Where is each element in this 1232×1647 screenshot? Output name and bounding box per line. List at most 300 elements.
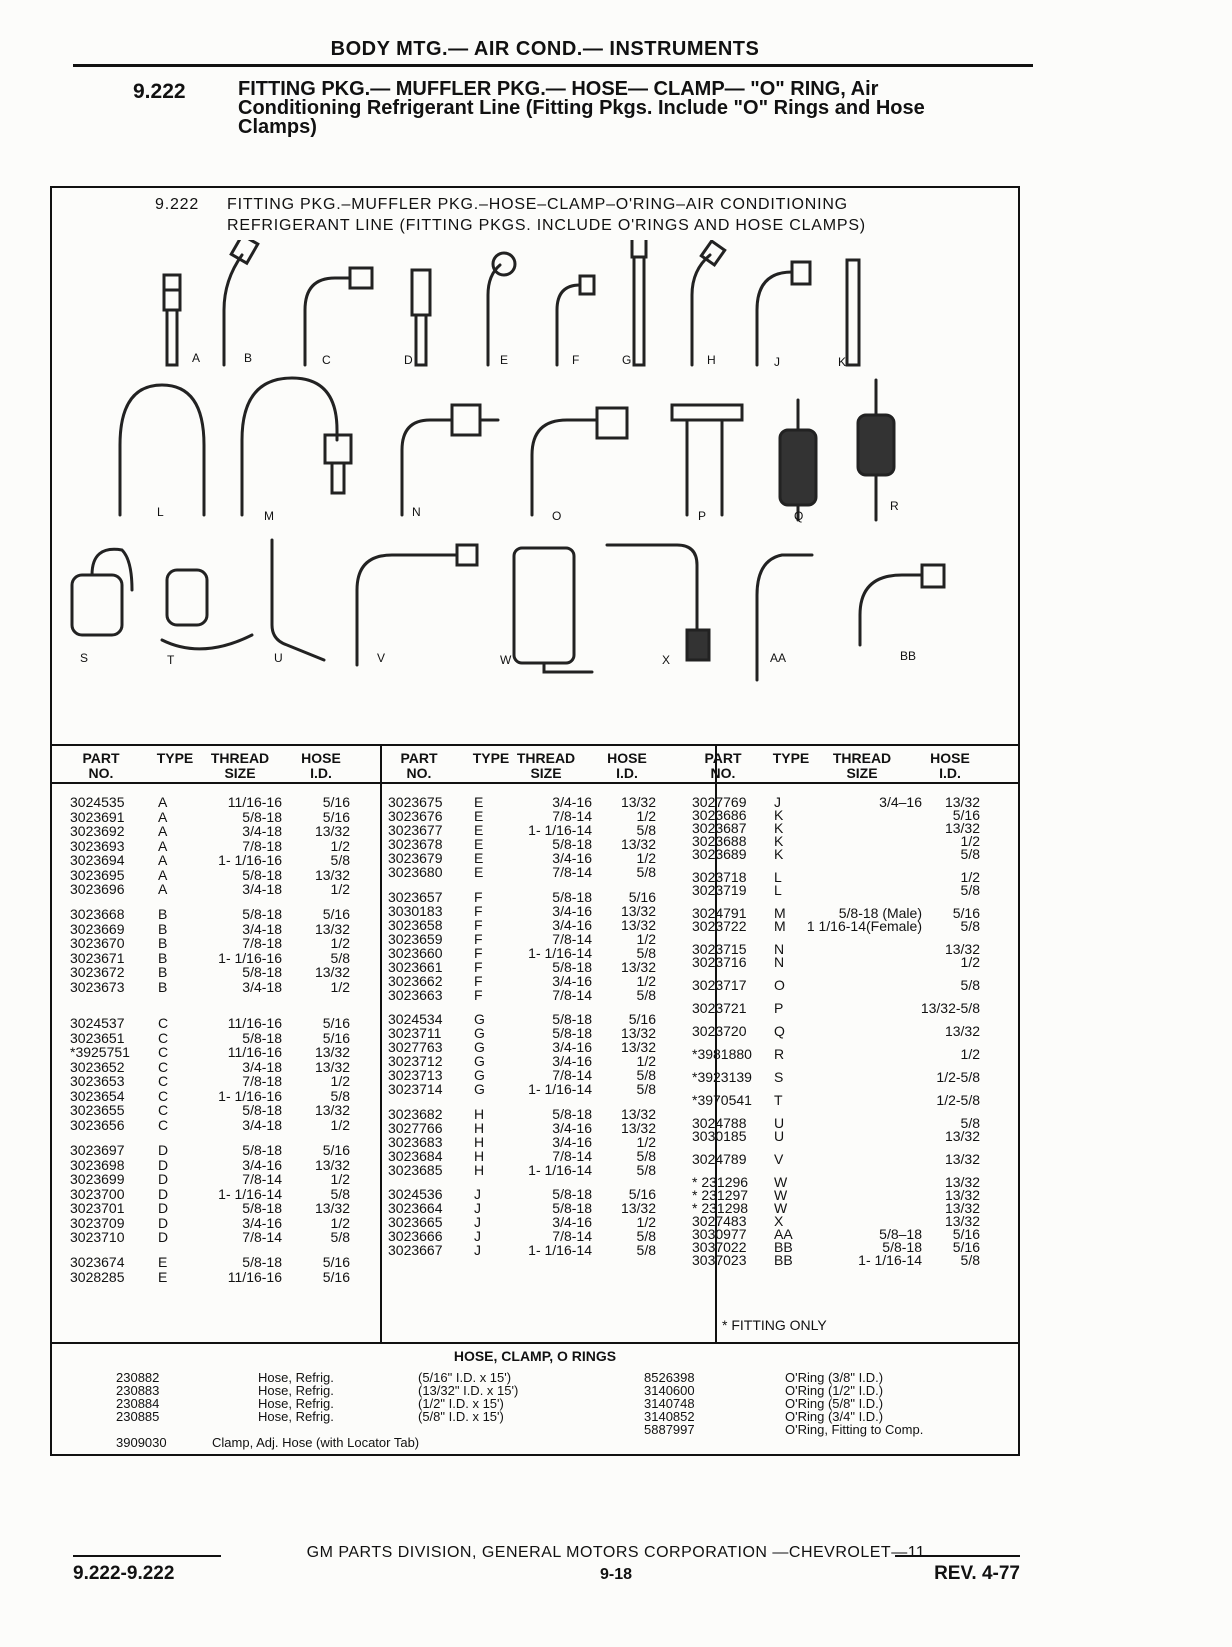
type: M [774,905,786,921]
fitting-P-drawing [672,405,742,515]
thread-size: 11/16-16 [227,1015,282,1031]
oring-part-number: 3140852 [644,1409,695,1424]
oring-part-number: 3140748 [644,1396,695,1411]
hose-id: 13/32 [620,1120,656,1136]
part-number: 3023711 [388,1025,442,1041]
clamp-description: Clamp, Adj. Hose (with Locator Tab) [212,1435,420,1450]
hose-id: 5/8 [960,846,980,862]
type: K [774,820,784,836]
hose-id: 13/32 [620,1200,656,1216]
hose-id: 5/16 [322,1254,350,1270]
part-number: 3023719 [692,882,747,898]
table-row [692,919,980,934]
table-row [70,1074,350,1089]
hose-id: 1/2-5/8 [936,1092,980,1108]
fitting-J-drawing [757,262,810,365]
thread-size: 3/4-18 [242,881,282,897]
header-hose-id: HOSE I.D. [301,750,341,781]
table-row [70,1016,350,1031]
type: B [158,964,168,980]
table-row [70,824,350,839]
part-number: 3027766 [388,1120,443,1136]
hose-id: 5/8 [636,1067,656,1083]
fitting-A-drawing [164,275,180,365]
thread-size: 5/8-18 [242,1102,282,1118]
hose-id: 13/32 [314,867,350,883]
type: H [474,1162,485,1178]
hose-id: 5/16 [628,889,656,905]
type: W [774,1200,788,1216]
label-Q: Q [794,509,804,523]
thread-size: 3/4-16 [552,1120,592,1136]
table-row [70,882,350,897]
figure-caption-line2: REFRIGERANT LINE (FITTING PKGS. INCLUDE O'RINGS AND HOSE CLAMPS) [227,217,866,234]
thread-size: 7/8-14 [552,1067,592,1083]
header-type: TYPE [772,750,810,766]
hose-id: 13/32 [944,941,980,957]
type: B [158,906,168,922]
hose-id: 1/2 [636,850,656,866]
oring-part-number: 5887997 [644,1422,695,1437]
part-number: 3023718 [692,869,747,885]
thread-size: 7/8-14 [552,987,592,1003]
type: L [774,869,782,885]
illustration-rule [52,744,1018,746]
part-number: 3023721 [692,1000,747,1016]
footer-page-number: 9-18 [599,1566,633,1583]
fitting-B-drawing [224,240,258,365]
part-number: 3023670 [70,935,125,951]
hose-id: 1/2 [330,1073,350,1089]
hose-id: 1/2 [636,931,656,947]
type: K [774,846,784,862]
fitting-X-drawing [607,545,709,660]
type: F [474,973,483,989]
part-number: 3023696 [70,881,125,897]
type: AA [774,1226,793,1242]
type: A [158,867,168,883]
hose-id: 1/2 [330,935,350,951]
thread-size: 5/8-18 [552,1011,592,1027]
thread-size: 3/4-16 [552,917,592,933]
type: E [474,822,484,838]
label-M: M [264,509,274,523]
type: G [474,1081,485,1097]
hose-id: 1/2 [330,1117,350,1133]
type: R [774,1046,785,1062]
thread-size: 7/8-14 [242,1229,282,1245]
part-number: 3023666 [388,1228,443,1244]
hose-id: 13/32 [620,1106,656,1122]
header-rule [52,782,380,784]
hose-id: 5/16 [322,1269,350,1285]
hose-id: 5/8 [636,1162,656,1178]
hose-id: 5/16 [628,1011,656,1027]
type: A [158,809,168,825]
part-number: 3023669 [70,921,125,937]
table-row [388,1082,656,1097]
thread-size: 3/4-16 [552,973,592,989]
header-hose-id: HOSE I.D. [607,750,647,781]
footnote: * FITTING ONLY [722,1317,827,1333]
thread-size: 3/4-18 [242,979,282,995]
type: A [158,794,168,810]
thread-size: 5/8-18 [242,964,282,980]
type: B [158,935,168,951]
type: J [474,1242,481,1258]
footer-item-range: 9.222-9.222 [73,1563,175,1584]
table-row [692,1070,980,1085]
type: C [158,1102,169,1118]
hose-id: 1/2 [960,1046,980,1062]
table-row [70,1143,350,1158]
part-number: 3023713 [388,1067,443,1083]
table-row [692,1253,980,1268]
fitting-D-drawing [412,270,430,365]
type: A [158,881,168,897]
type: B [158,950,168,966]
type: F [474,931,483,947]
thread-size: 7/8-14 [552,1148,592,1164]
part-number: 3037022 [692,1239,747,1255]
fittings-illustration [52,240,1018,742]
table-row [388,865,656,880]
label-X: X [662,653,671,667]
part-number: 3023701 [70,1200,125,1216]
type: C [158,1073,169,1089]
fitting-H-drawing [692,241,725,365]
part-number: 3023663 [388,987,443,1003]
hose-id: 1/2 [330,1215,350,1231]
table-row [70,853,350,868]
hose-id: 5/8 [960,918,980,934]
hose-description: Hose, Refrig. [258,1383,334,1398]
part-number: 3030183 [388,903,443,919]
hose-size: (1/2" I.D. x 15') [418,1396,504,1411]
hose-id: 13/32 [314,921,350,937]
thread-size: 3/4-16 [552,1134,592,1150]
part-number: 3023717 [692,977,747,993]
hose-id: 1/2 [330,1171,350,1187]
hose-id: 5/8 [636,822,656,838]
type: D [158,1171,169,1187]
type: F [474,917,483,933]
fitting-O-drawing [532,408,627,515]
thread-size: 11/16-16 [227,1044,282,1060]
part-number: * 231298 [692,1200,749,1216]
thread-size: 7/8-14 [552,1228,592,1244]
type: E [474,794,484,810]
label-V: V [377,651,386,665]
part-number: 3023677 [388,822,443,838]
thread-size: 5/8-18 [552,1106,592,1122]
hose-description: Hose, Refrig. [258,1409,334,1424]
hose-id: 1/2-5/8 [936,1069,980,1085]
table-row [70,965,350,980]
oring-description: O'Ring (3/4" I.D.) [785,1409,884,1424]
type: B [158,921,168,937]
label-N: N [412,505,421,519]
table-row [692,1129,980,1144]
thread-size: 7/8-14 [242,1171,282,1187]
part-number: 3023689 [692,846,747,862]
type: T [774,1092,783,1108]
type: N [774,954,785,970]
part-number: 3027483 [692,1213,747,1229]
hose-id: 5/8 [330,950,350,966]
header-part-no: PART NO. [82,750,120,781]
part-number: 3023655 [70,1102,125,1118]
type: G [474,1025,485,1041]
hose-id: 13/32 [944,820,980,836]
label-D: D [404,353,413,367]
part-number: 3023687 [692,820,747,836]
part-number: 3027769 [692,794,747,810]
fitting-C-drawing [305,268,372,365]
hose-part-number: 230885 [116,1409,160,1424]
thread-size: 1- 1/16-14 [528,1081,592,1097]
hose-id: 1/2 [330,979,350,995]
header-part-no: PART NO. [704,750,742,781]
label-T: T [167,653,175,667]
part-number: 3023694 [70,852,125,868]
table-row [692,1047,980,1062]
thread-size: 5/8-18 [552,889,592,905]
part-number: *3981880 [692,1046,752,1062]
part-number: *3970541 [692,1092,752,1108]
thread-size: 3/4-16 [242,1157,282,1173]
fitting-V-drawing [357,545,477,665]
hose-id: 5/16 [952,1239,980,1255]
table-row [70,1201,350,1216]
hose-id: 13/32 [314,1044,350,1060]
thread-size: 5/8-18 [552,836,592,852]
part-number: 3024537 [70,1015,125,1031]
part-number: 3023680 [388,864,443,880]
part-number: 3023660 [388,945,443,961]
hose-id: 5/8 [636,864,656,880]
header-rule [717,782,1018,784]
thread-size: 1- 1/16-14 [528,1242,592,1258]
thread-size: 5/8-18 [242,867,282,883]
figure-caption-line1: FITTING PKG.–MUFFLER PKG.–HOSE–CLAMP–O'RING–AIR CONDITIONING [227,196,848,213]
hose-id: 1/2 [636,1214,656,1230]
hose-section-title: HOSE, CLAMP, O RINGS [453,1348,617,1364]
part-number: 3023699 [70,1171,125,1187]
fitting-G-drawing [632,240,646,365]
part-number: 3023673 [70,979,125,995]
thread-size: 5/8-18 [552,1186,592,1202]
thread-size: 11/16-16 [227,1269,282,1285]
hose-id: 13/32 [944,1174,980,1190]
table-row [70,1045,350,1060]
label-K: K [838,355,847,369]
hose-id: 5/8 [330,1186,350,1202]
thread-size: 3/4-18 [242,921,282,937]
type: A [158,852,168,868]
type: H [474,1120,485,1136]
hose-id: 5/8 [960,882,980,898]
type: B [158,979,168,995]
label-W: W [500,653,512,667]
hose-size: (5/16" I.D. x 15') [418,1370,512,1385]
part-number: 3023667 [388,1242,443,1258]
hose-id: 13/32 [944,1023,980,1039]
type: V [774,1151,784,1167]
type: J [474,1186,481,1202]
label-S: S [80,651,89,665]
thread-size: 5/8-18 [242,1142,282,1158]
hose-id: 13/32 [620,903,656,919]
part-number: 3023697 [70,1142,125,1158]
fitting-K-drawing [847,260,859,365]
oring-part-number: 3140600 [644,1383,695,1398]
hose-id: 1/2 [330,838,350,854]
thread-size: 3/4-16 [552,903,592,919]
table-row [70,1270,350,1285]
type: C [158,1059,169,1075]
thread-size: 7/8-18 [242,1073,282,1089]
hose-id: 13/32 [314,1157,350,1173]
hose-id: 5/8 [330,1229,350,1245]
type: A [158,838,168,854]
hose-id: 13/32 [944,1200,980,1216]
type: L [774,882,782,898]
fitting-N-drawing [402,405,498,515]
table-row [388,1243,656,1258]
type: A [158,823,168,839]
thread-size: 7/8-14 [552,864,592,880]
type: G [474,1053,485,1069]
clamp-part-number: 3909030 [116,1435,167,1450]
hose-id: 13/32 [620,1039,656,1055]
thread-size: 7/8-18 [242,838,282,854]
thread-size: 1- 1/16-14 [858,1252,922,1268]
part-number: 3023659 [388,931,443,947]
hose-id: 13/32 [314,1102,350,1118]
thread-size: 5/8-18 [552,959,592,975]
table-row [70,980,350,995]
label-P: P [698,509,707,523]
label-O: O [552,509,562,523]
part-number: 3023710 [70,1229,125,1245]
hose-description: Hose, Refrig. [258,1396,334,1411]
thread-size: 5/8-18 (Male) [838,905,922,921]
part-number: 3023664 [388,1200,443,1216]
hose-id: 13/32 [314,964,350,980]
type: J [774,794,781,810]
table-row [70,1172,350,1187]
item-title: FITTING PKG.— MUFFLER PKG.— HOSE— CLAMP— "O" RING, Air Conditioning Refrigerant Line (Fitting Pkgs. Include "O" Rings and Hose Clamps) [238,78,925,138]
hose-id: 5/8 [960,1115,980,1131]
part-number: 3023657 [388,889,443,905]
table-row [70,936,350,951]
type: C [158,1030,169,1046]
hose-section-rule [52,1342,1018,1344]
hose-part-number: 230883 [116,1383,160,1398]
thread-size: 3/4-18 [242,1059,282,1075]
figure-caption [155,194,866,236]
type: K [774,807,784,823]
table-row [70,1103,350,1118]
label-G: G [622,353,632,367]
thread-size: 1- 1/16-14 [528,822,592,838]
hose-id: 13/32 [620,836,656,852]
hose-id: 1/2 [960,954,980,970]
part-number: 3023684 [388,1148,443,1164]
thread-size: 7/8-14 [552,808,592,824]
label-F: F [572,353,580,367]
part-number: 3023686 [692,807,747,823]
part-number: 3023675 [388,794,443,810]
hose-id: 1/2 [636,973,656,989]
type: C [158,1117,169,1133]
table-row [70,795,350,810]
type: G [474,1039,485,1055]
part-number: * 231297 [692,1187,749,1203]
hose-id: 13/32 [314,1200,350,1216]
thread-size: 1 1/16-14(Female) [806,918,922,934]
part-number: 3023676 [388,808,443,824]
thread-size: 1- 1/16-16 [218,1088,282,1104]
part-number: 3023656 [70,1117,125,1133]
type: F [474,959,483,975]
part-number: 3023654 [70,1088,125,1104]
type: D [158,1200,169,1216]
type: P [774,1000,784,1016]
table-row [692,847,980,862]
type: U [774,1128,785,1144]
type: J [474,1228,481,1244]
thread-size: 5/8-18 [242,1200,282,1216]
type: H [474,1106,485,1122]
type: E [158,1254,168,1270]
type: X [774,1213,784,1229]
type: J [474,1200,481,1216]
hose-id: 5/8 [636,1228,656,1244]
part-number: 3030977 [692,1226,747,1242]
thread-size: 5/8-18 [552,1200,592,1216]
thread-size: 3/4-16 [552,1053,592,1069]
figure-number: 9.222 [155,196,200,213]
thread-size: 5/8–18 [879,1226,922,1242]
part-number: 3023662 [388,973,443,989]
footer-publisher: GM PARTS DIVISION, GENERAL MOTORS CORPORATION —CHEVROLET—11 [306,1544,926,1561]
type: F [474,903,483,919]
table-row [692,1093,980,1108]
hose-id: 1/2 [960,869,980,885]
label-B: B [244,351,253,365]
hose-id: 13/32 [620,1025,656,1041]
hose-id: 5/16 [322,1030,350,1046]
type: N [774,941,785,957]
type: E [474,836,484,852]
hose-size: (5/8" I.D. x 15') [418,1409,504,1424]
oring-description: O'Ring (1/2" I.D.) [785,1383,884,1398]
hose-id: 5/16 [628,1186,656,1202]
table-row [70,1118,350,1133]
part-number: 3037023 [692,1252,747,1268]
table-row [70,1230,350,1245]
hose-id: 5/16 [952,1226,980,1242]
part-number: 3023678 [388,836,443,852]
hose-id: 13/32 [944,1128,980,1144]
part-number: 3023700 [70,1186,125,1202]
thread-size: 3/4-18 [242,823,282,839]
part-number: 3023668 [70,906,125,922]
type: D [158,1186,169,1202]
part-number: *3925751 [70,1044,130,1060]
